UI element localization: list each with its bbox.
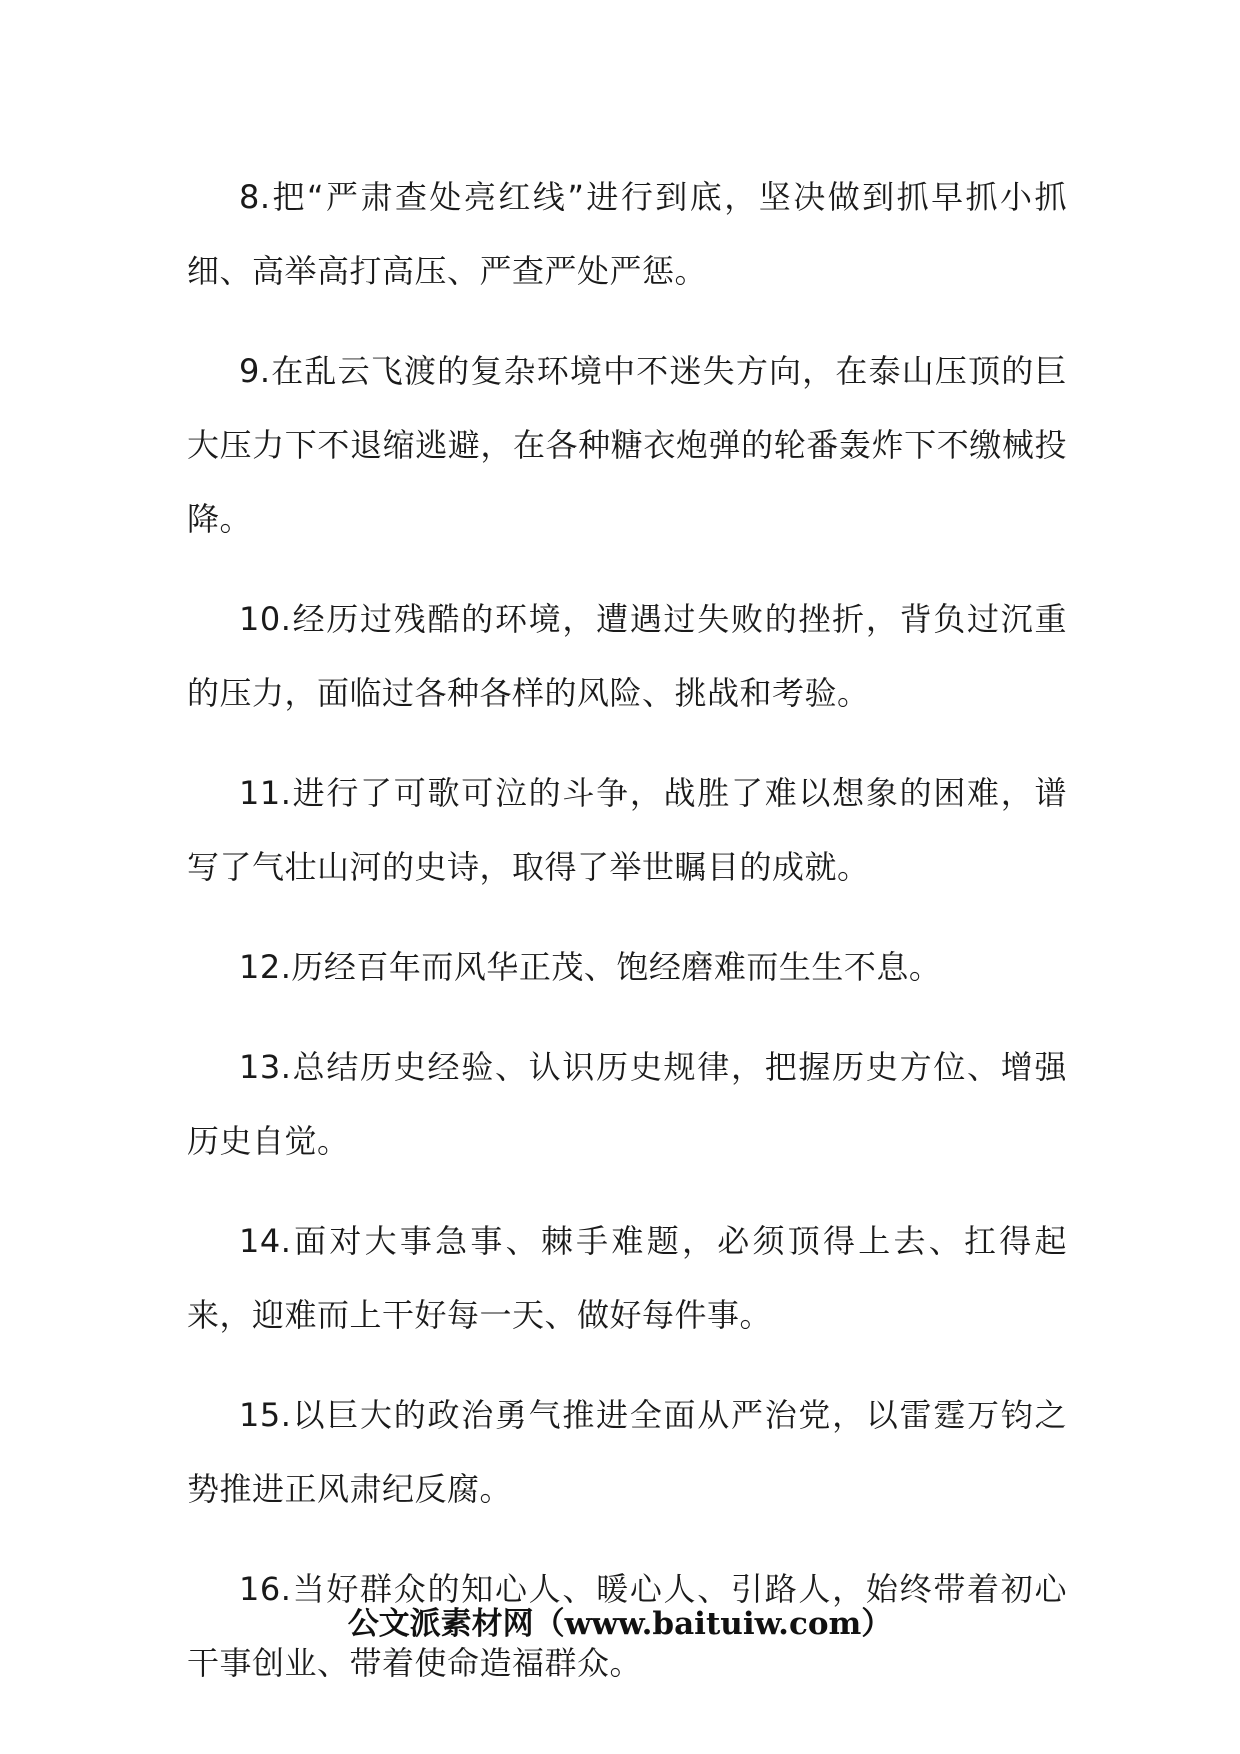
list-item: 16.当好群众的知心人、暖心人、引路人，始终带着初心干事创业、带着使命造福群众。 [187, 1570, 1067, 1682]
list-item: 11.进行了可歌可泣的斗争，战胜了难以想象的困难，谱写了气壮山河的史诗，取得了举世瞩目的成就。 [187, 774, 1067, 886]
document-body [187, 160, 1067, 1726]
list-item: 15.以巨大的政治勇气推进全面从严治党，以雷霆万钧之势推进正风肃纪反腐。 [187, 1396, 1067, 1508]
page-footer: 公文派素材网（www.baituiw.com） [347, 1606, 893, 1642]
list-item: 13.总结历史经验、认识历史规律，把握历史方位、增强历史自觉。 [187, 1048, 1067, 1160]
list-item: 9.在乱云飞渡的复杂环境中不迷失方向，在泰山压顶的巨大压力下不退缩逃避，在各种糖衣炮弹的轮番轰炸下不缴械投降。 [187, 352, 1067, 538]
list-item: 12.历经百年而风华正茂、饱经磨难而生生不息。 [239, 948, 942, 986]
list-item: 8.把“严肃查处亮红线”进行到底，坚决做到抓早抓小抓细、高举高打高压、严查严处严惩。 [187, 178, 1067, 290]
list-item: 14.面对大事急事、棘手难题，必须顶得上去、扛得起来，迎难而上干好每一天、做好每件事。 [187, 1222, 1067, 1334]
list-item: 10.经历过残酷的环境，遭遇过失败的挫折，背负过沉重的压力，面临过各种各样的风险、挑战和考验。 [187, 600, 1067, 712]
